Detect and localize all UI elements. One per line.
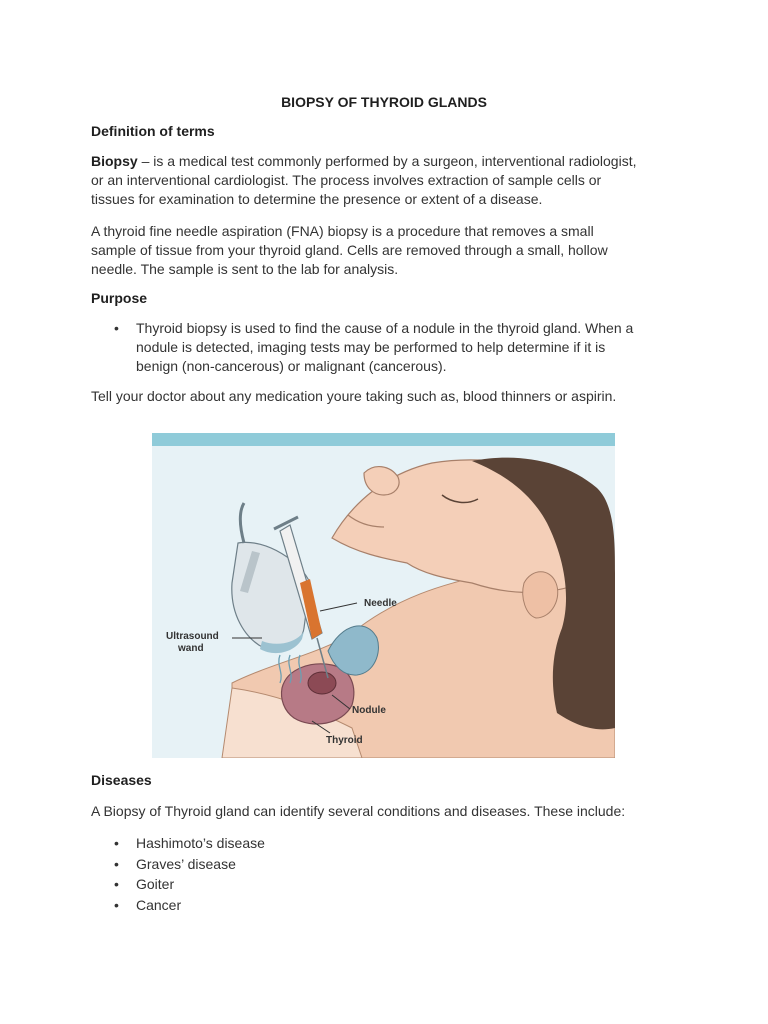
nose-shape	[364, 467, 399, 495]
purpose-list	[91, 319, 677, 376]
bullet-icon: •	[114, 896, 119, 913]
label-thyroid: Thyroid	[326, 735, 363, 746]
purpose-heading: Purpose	[91, 290, 148, 306]
biopsy-def-line-3: tissues for examination to determine the presence or extent of a disease.	[91, 191, 543, 207]
label-wand: wand	[178, 643, 204, 654]
biopsy-def-text-1: – is a medical test commonly performed by a surgeon, interventional radiologist,	[137, 153, 637, 169]
list-item	[91, 895, 677, 916]
purpose-line-1: Thyroid biopsy is used to find the cause of a nodule in the thyroid gland. When a	[136, 320, 634, 336]
purpose-line-3: benign (non-cancerous) or malignant (cancerous).	[136, 358, 447, 374]
biopsy-def-line-2: or an interventional cardiologist. The process involves extraction of sample cells or	[91, 172, 602, 188]
list-item	[91, 833, 677, 854]
disease-graves: Graves’ disease	[136, 855, 236, 872]
document-title: BIOPSY OF THYROID GLANDS	[281, 94, 487, 110]
disease-goiter: Goiter	[136, 876, 175, 892]
bullet-icon: •	[114, 320, 119, 336]
purpose-line-2: nodule is detected, imaging tests may be performed to help determine if it is	[136, 339, 606, 355]
label-nodule: Nodule	[352, 705, 386, 716]
biopsy-definition	[91, 152, 677, 209]
definition-heading: Definition of terms	[91, 123, 215, 139]
list-item	[91, 854, 677, 875]
list-item	[91, 874, 677, 895]
diseases-heading: Diseases	[91, 772, 152, 788]
nodule-shape	[308, 672, 336, 694]
fna-line-2: sample of tissue from your thyroid gland. Cells are removed through a small, hollow	[91, 242, 608, 258]
biopsy-term: Biopsy	[91, 153, 138, 169]
illustration-svg	[152, 433, 615, 758]
disease-hashimoto: Hashimoto’s disease	[136, 835, 265, 851]
fna-paragraph	[91, 222, 677, 279]
diseases-list	[91, 833, 677, 915]
diseases-intro: A Biopsy of Thyroid gland can identify several conditions and diseases. These include:	[91, 803, 626, 819]
bullet-icon: •	[114, 835, 119, 851]
fna-line-3: needle. The sample is sent to the lab for analysis.	[91, 261, 399, 277]
medication-note: Tell your doctor about any medication youre taking such as, blood thinners or aspirin.	[91, 388, 617, 404]
fna-line-1: A thyroid fine needle aspiration (FNA) biopsy is a procedure that removes a small	[91, 223, 594, 239]
disease-cancer: Cancer	[136, 896, 182, 913]
label-ultrasound: Ultrasound	[166, 631, 219, 642]
bullet-icon: •	[114, 855, 119, 872]
label-needle: Needle	[364, 598, 397, 609]
biopsy-def-line-1	[91, 152, 677, 171]
bullet-icon: •	[114, 876, 119, 892]
list-item	[91, 319, 677, 376]
thyroid-biopsy-illustration	[152, 433, 615, 758]
